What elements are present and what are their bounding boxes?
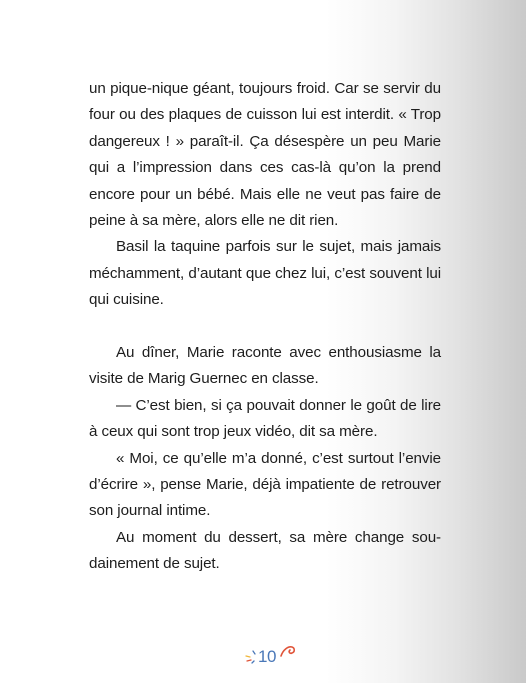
paragraph-4: — C’est bien, si ça pouvait donner le goût de lire à ceux qui sont trop jeux vidéo, dit sa mère. <box>89 396 441 441</box>
page-footer <box>0 645 526 675</box>
page-number: 10 <box>258 647 276 666</box>
paragraph-6: Au moment du dessert, sa mère change sou-dainement de sujet. <box>89 528 441 573</box>
sparkle-icon <box>243 649 257 665</box>
paragraph-1: un pique-nique géant, toujours froid. Car se servir du four ou des plaques de cuisson lui est interdit. « Trop dangereux ! » paraît-il. Ça désespère un peu Marie qui a l’impression dans ces cas-là qu’on la prend encore pour un bébé. Mais elle ne veut pas faire de peine à sa mère, alors elle ne dit rien. <box>89 80 441 230</box>
paragraph-2: Basil la taquine parfois sur le sujet, mais jamais méchamment, d’autant que chez lui, c’est souvent lui qui cuisine. <box>89 238 441 309</box>
page-body <box>89 76 441 578</box>
paragraph-3: Au dîner, Marie raconte avec enthousiasme la visite de Marig Guernec en classe. <box>89 344 441 388</box>
swirl-icon <box>279 645 297 659</box>
paragraph-5: « Moi, ce qu’elle m’a donné, c’est surtout l’envie d’écrire », pense Marie, déjà impatiente de retrouver son journal intime. <box>89 449 441 520</box>
